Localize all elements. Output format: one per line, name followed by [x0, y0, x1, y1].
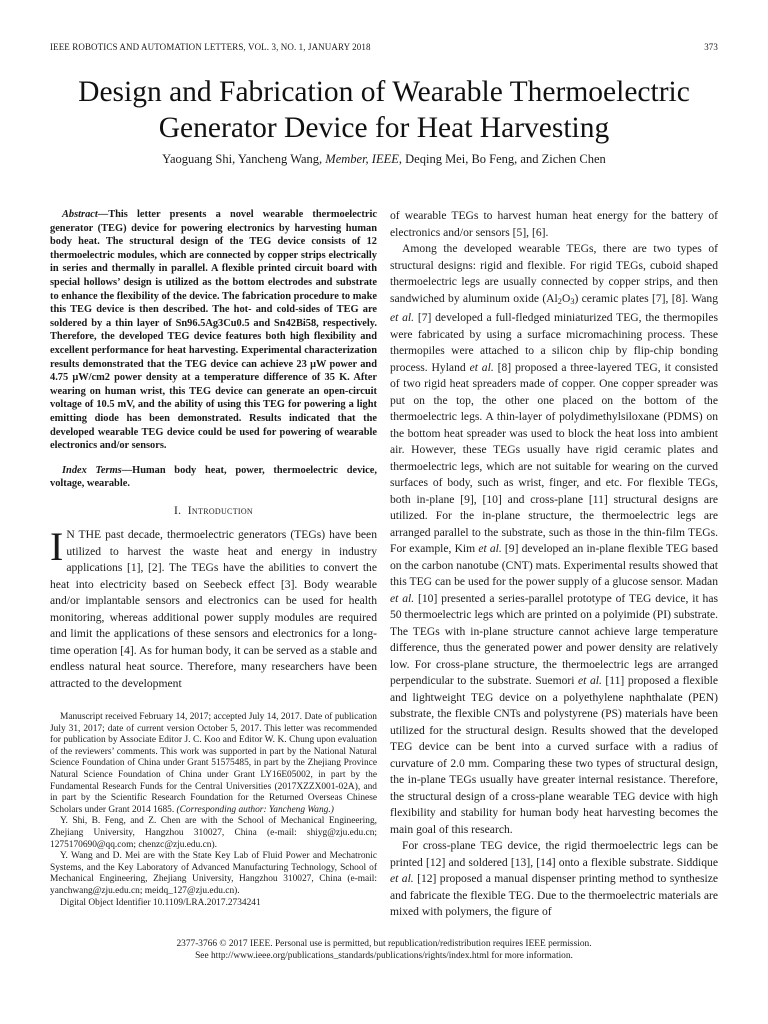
author-membership: Member, IEEE	[325, 152, 399, 166]
affiliation-2: Y. Wang and D. Mei are with the State Key Lab of Fluid Power and Mechatronic Systems, and the Key Laboratory of Advanced Manufacturing Technology, School of Mechanical Engineering, Zhejiang University, Hangzhou 310027, China (e-mail: yanchwang@zju.edu.cn; meidq_127@zju.edu.cn).	[50, 851, 377, 896]
manuscript-info	[50, 712, 377, 816]
rights-link[interactable]: http://www.ieee.org/publications_standards/publications/rights/index.html	[210, 951, 490, 961]
right-column	[390, 208, 718, 921]
title-line-1: Design and Fabrication of Wearable Thermoelectric	[78, 76, 690, 108]
p2-segment: [8] proposed a three-layered TEG, it consisted of two rigid heat spreaders made of copper. One copper spreader was put on the top, the other one placed on the bottom of the thermoelectric legs. A thin-layer of polydimethylsiloxane (PDMS) on the bottom heat spreader was used to block the heat loss into ambient air. However, these TEGs usually have rigid ceramic plates and thermoelectric legs, which are not suitable for wearing on the curved surfaces of body, such as wrist, finger, and etc. For flexible TEGs, both in-plane [9], [10] and cross-plane [11] structural designs are utilized. For the in-plane structure, the thermoelectric legs are arranged parallel to the substrate, such as those in the thin-film TEGs. For example, Kim	[390, 360, 718, 556]
index-terms	[50, 464, 377, 491]
p3-segment: For cross-plane TEG device, the rigid thermoelectric legs can be printed [12] and soldered [13], [14] onto a flexible substrate. Siddique	[390, 839, 718, 869]
copyright-see: See	[195, 951, 211, 961]
copyright-notice	[50, 938, 718, 962]
index-terms-lead: Index Terms	[62, 464, 122, 476]
paper-title	[40, 74, 728, 146]
p2-segment: [7] developed a full-fledged miniaturized TEG, the thermopiles were fabricated by using a surface micromachining process. These thermopiles were attached to a silicon chip by flip-chip bonding process. Hyland	[390, 311, 718, 374]
et-al: et al.	[390, 872, 414, 886]
section-heading-introduction	[50, 503, 377, 520]
left-column	[50, 208, 377, 692]
doi-line: Digital Object Identifier 10.1109/LRA.2017.2734241	[60, 897, 261, 908]
p2-segment: ) ceramic plates [7], [8]. Wang	[574, 291, 718, 305]
et-al: et al.	[578, 674, 602, 688]
et-al: et al.	[390, 311, 415, 325]
manuscript-dates-funding: Manuscript received February 14, 2017; accepted July 14, 2017. Date of publication July 31, 2017; date of current version October 5, 2017. This letter was recommended for publication by Associate Editor J. C. Koo and Editor W. K. Chung upon evaluation of the reviewers’ comments. This work was supported in part by the National Natural Science Foundation of China under Grant 51575485, in part by the Zhejiang Province Natural Science Foundation of China under Grant LY16E05002, in part by the Fundamental Research Funds for the Central Universities (2017XZZX001-02A), and in part by the Scientific Research Foundation for the Returned Overseas Chinese Scholars under Grant 2014 1685.	[50, 712, 377, 815]
authors-part-2: , Deqing Mei, Bo Feng, and Zichen Chen	[398, 152, 606, 166]
corresponding-author: (Corresponding author: Yancheng Wang.)	[176, 804, 334, 815]
p2-segment: Among the developed wearable TEGs, there are two types of structural designs: rigid and flexible. For rigid TEGs, cuboid shaped thermoelectric legs are usually connected by copper strips, and then sandwiched by aluminum oxide (Al	[390, 242, 718, 305]
subscript: 2	[557, 296, 562, 306]
p2-segment: [10] presented a series-parallel prototype of TEG device, it has 50 thermoelectric legs which are printed on a polyimide (PI) substrate. The TEGs with in-plane structure cannot achieve large temperature difference, thus the generated power and power density are relatively low. For cross-plane structure, the thermoelectric legs are arranged perpendicular to the substrate. Suemori	[390, 591, 718, 688]
et-al: et al.	[478, 542, 502, 556]
body-paragraph-2	[390, 241, 718, 838]
p2-segment: [11] proposed a flexible and lightweight TEG device on a polyethylene naphthalate (PEN) substrate, the flexible CNTs and polystyrene (PS) materials have been utilized for the structural design. Results showed that the developed TEG device can be bent into a curved surface with a radius of curvature of 2.0 mm. Comparing these two types of structural design, the in-plane TEGs usually have greater internal resistance. Therefore, the structural design of a cross-plane wearable TEG device with high flexibility and stability for human body heat harvesting becomes the main goal of this research.	[390, 674, 718, 836]
section-name: Introduction	[187, 503, 253, 517]
introduction-text: N THE past decade, thermoelectric generators (TEGs) have been utilized to harvest the waste heat and energy in industry applications [1], [2]. The TEGs have the abilities to convert the heat into electricity based on Seebeck effect [3]. Body wearable and/or implantable sensors and electronics can be used for health monitoring, whereas additional power supply modules are required and limit the applications of these sensors and electronics for a long-time operation [4]. As for human body, it can be served as a stable and endless natural heat source. Therefore, many researchers have been attracted to the development	[50, 528, 377, 690]
section-numeral: I.	[174, 503, 182, 517]
author-list	[40, 152, 728, 167]
index-terms-text: —Human body heat, power, thermoelectric device, voltage, wearable.	[50, 464, 377, 490]
copyright-more-info: for more information.	[489, 951, 573, 961]
drop-cap: I	[50, 524, 64, 570]
title-line-2: Generator Device for Heat Harvesting	[158, 112, 610, 144]
running-header	[50, 42, 718, 56]
abstract	[50, 208, 377, 453]
affiliation-1: Y. Shi, B. Feng, and Z. Chen are with the School of Mechanical Engineering, Zhejiang University, Hangzhou 310027, China (e-mail: shiyg@zju.edu.cn; 1275170690@qq.com; chenzc@zju.edu.cn).	[50, 816, 377, 850]
p2-segment: O	[561, 291, 571, 305]
p2-segment: [9] developed an in-plane flexible TEG based on the carbon nanotube (CNT) mats. Experimental results showed that this TEG can be used for the power supply of a glucose sensor. Madan	[390, 542, 718, 589]
et-al: et al.	[469, 360, 494, 374]
authors-part-1: Yaoguang Shi, Yancheng Wang,	[162, 152, 326, 166]
copyright-line-2	[50, 950, 718, 962]
abstract-lead: Abstract	[62, 209, 98, 220]
copyright-line-1: 2377-3766 © 2017 IEEE. Personal use is permitted, but republication/redistribution requires IEEE permission.	[176, 939, 592, 949]
first-page-footnote	[50, 712, 377, 909]
abstract-text: —This letter presents a novel wearable thermoelectric generator (TEG) device for powering electronics by harvesting human body heat. The structural design of the TEG device consists of 12 thermoelectric modules, which are connected by copper strips electrically in series and thermally in parallel. A flexible printed circuit board with special hollows’ design is utilized as the bottom electrodes and substrate to enhance the flexibility of the device. The fabrication procedure to make this TEG device is then described. The hot- and cold-sides of TEG are soldered by a thin layer of Sn96.5Ag3Cu0.5 and Sn42Bi58, respectively. Therefore, the developed TEG device features both high flexibility and excellent performance for heat harvesting. Experimental characterization results demonstrated that the TEG device can achieve 23 μW power and 4.75 μW/cm2 power density at a temperature difference of 35 K. After wearing on human wrist, this TEG device can generate an open-circuit voltage of 10.5 mV, and the ability of using this TEG for powering a light emitting diode has been demonstrated. Results indicated that the developed wearable TEG device could be used for powering of wearable electronics and/or sensors.	[50, 209, 377, 452]
journal-citation: IEEE ROBOTICS AND AUTOMATION LETTERS, VOL. 3, NO. 1, JANUARY 2018	[50, 42, 371, 52]
introduction-paragraph	[50, 524, 377, 692]
body-paragraph-1: of wearable TEGs to harvest human heat energy for the battery of electronics and/or sensors [5], [6].	[390, 209, 718, 239]
page-number: 373	[704, 42, 718, 52]
et-al: et al.	[390, 591, 415, 605]
p3-segment: [12] proposed a manual dispenser printing method to synthesize and fabricate the flexible TEG. Due to the thermoelectric materials are mixed with polymers, the figure of	[390, 872, 718, 919]
body-paragraph-3	[390, 838, 718, 921]
subscript: 3	[570, 296, 575, 306]
